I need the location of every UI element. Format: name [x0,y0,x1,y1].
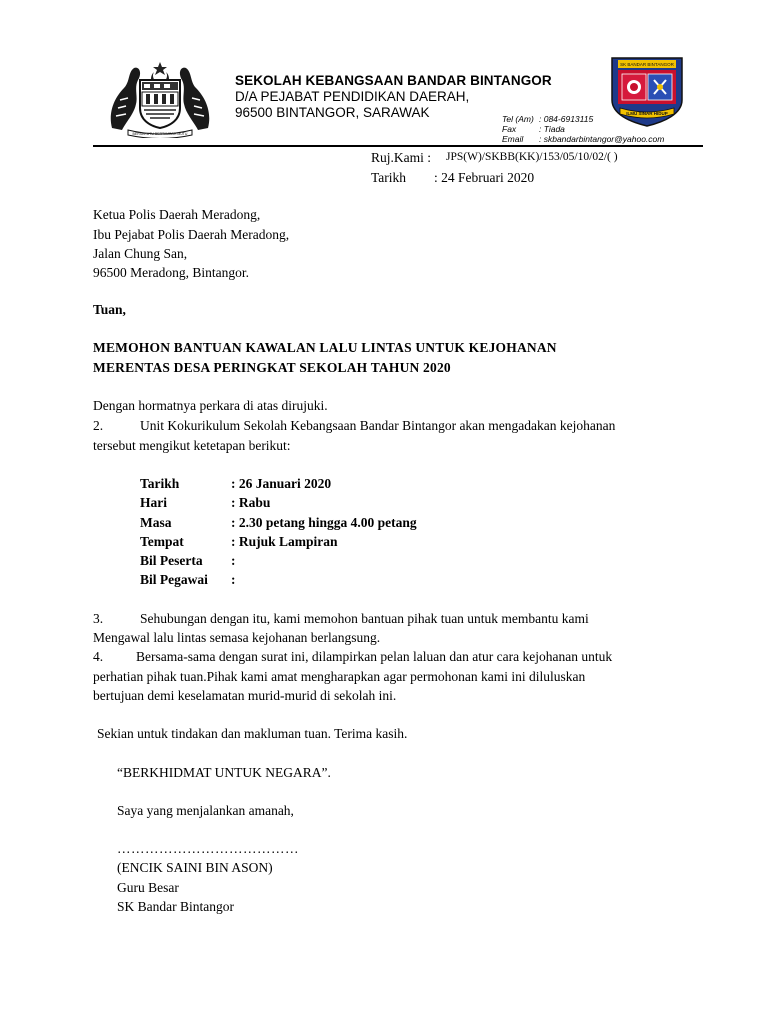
paragraph-4-number: 4. [93,649,104,664]
header-divider [93,145,703,147]
salutation: Tuan, [93,302,126,317]
reference-value: JPS(W)/SKBB(KK)/153/05/10/02/( ) [446,151,618,163]
crest-motto: BERSEKUTU BERTAMBAH MUTU [132,132,188,136]
contact-fax-value: : Tiada [539,124,565,134]
signatory-name: (ENCIK SAINI BIN ASON) [117,860,273,875]
recipient-line: Ketua Polis Daerah Meradong, [93,207,261,222]
contact-tel-value: : 084-6913115 [539,114,594,124]
detail-value: : 2.30 petang hingga 4.00 petang [231,515,417,530]
motto-line: “BERKHIDMAT UNTUK NEGARA”. [117,765,331,780]
detail-value: : Rujuk Lampiran [231,534,338,549]
signatory-title: Guru Besar [117,880,179,895]
detail-label: Tarikh [140,476,180,491]
detail-label: Masa [140,515,172,530]
detail-value: : [231,572,236,587]
detail-value: : [231,553,236,568]
trust-line: Saya yang menjalankan amanah, [117,803,294,818]
paragraph-2-line: tersebut mengikut ketetapan berikut: [93,438,291,453]
paragraph-3-number: 3. [93,611,104,626]
reference-label: Ruj.Kami : [371,150,431,165]
paragraph-3-line: Mengawal lalu lintas semasa kejohanan berlangsung. [93,630,381,645]
paragraph-4-line: perhatian pihak tuan.Pihak kami amat mengharapkan agar permohonan kami ini diluluskan [93,669,586,684]
signature-line: ………………………………… [117,841,299,856]
detail-value: : Rabu [231,495,271,510]
paragraph-4-line: Bersama-sama dengan surat ini, dilampirkan pelan laluan dan atur cara kejohanan untuk [136,649,613,664]
address-line-1: D/A PEJABAT PENDIDIKAN DAERAH, [235,89,470,104]
contact-email-value: : skbandarbintangor@yahoo.com [539,134,665,144]
contact-tel-label: Tel (Am) [502,114,534,124]
paragraph-1: Dengan hormatnya perkara di atas dirujuki. [93,398,328,413]
badge-top-text: SK BANDAR BINTANGOR [620,62,674,67]
recipient-line: Jalan Chung San, [93,246,188,261]
closing-line: Sekian untuk tindakan dan makluman tuan. Terima kasih. [97,726,408,741]
recipient-line: 96500 Meradong, Bintangor. [93,265,249,280]
paragraph-3-line: Sehubungan dengan itu, kami memohon bantuan pihak tuan untuk membantu kami [140,611,589,626]
date-label: Tarikh [371,170,407,185]
signatory-school: SK Bandar Bintangor [117,899,234,914]
contact-fax-label: Fax [502,124,517,134]
detail-label: Hari [140,495,167,510]
school-name: SEKOLAH KEBANGSAAN BANDAR BINTANGOR [235,73,552,88]
paragraph-2-number: 2. [93,418,104,433]
paragraph-2-line: Unit Kokurikulum Sekolah Kebangsaan Bandar Bintangor akan mengadakan kejohanan [140,418,616,433]
subject-line: MERENTAS DESA PERINGKAT SEKOLAH TAHUN 2020 [93,360,451,375]
subject-line: MEMOHON BANTUAN KAWALAN LALU LINTAS UNTUK KEJOHANAN [93,340,557,355]
recipient-line: Ibu Pejabat Polis Daerah Meradong, [93,227,290,242]
address-line-2: 96500 BINTANGOR, SARAWAK [235,105,430,120]
badge-motto-text: ILMU SINAR HIDUP [626,111,668,116]
date-value: : 24 Februari 2020 [434,170,535,185]
detail-label: Tempat [140,534,184,549]
state-crest-logo [104,58,216,138]
detail-label: Bil Pegawai [140,572,208,587]
contact-email-label: Email [502,134,524,144]
detail-label: Bil Peserta [140,553,203,568]
school-badge-logo [608,56,686,128]
detail-value: : 26 Januari 2020 [231,476,332,491]
paragraph-4-line: bertujuan demi keselamatan murid-murid di sekolah ini. [93,688,397,703]
